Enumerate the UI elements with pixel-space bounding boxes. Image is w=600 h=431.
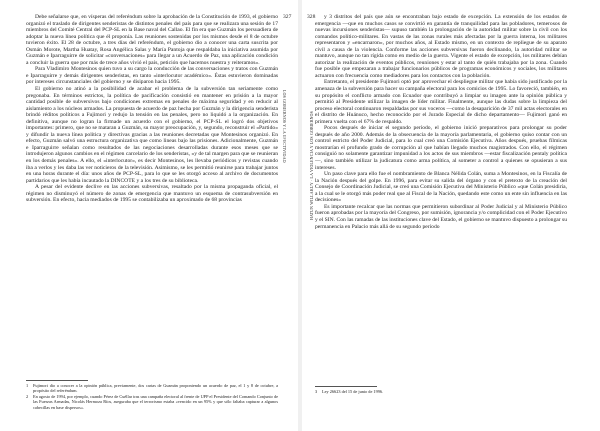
page-number: 328 (307, 14, 316, 20)
footnote-number: 3 (315, 389, 318, 394)
left-page (0, 0, 298, 431)
footnote (315, 389, 567, 394)
running-head: HATUN WILLAKUY · LA VIOLENCIA Y LOS GOBIERNOS (310, 110, 314, 220)
footnote-number: 2 (26, 394, 29, 400)
footnote-text: Fujimori dio a conocer a la opinión pública, previamente, dos cartas de Guzmán proponiendo un acuerdo de paz, el 1 y 8 de octubre, a propósito del referéndum. (33, 383, 278, 394)
paragraph: A pesar del evidente declive en las acciones subversivas, resaltado por la misma propaganda oficial, el régimen no disminuyó el número de zonas de emergencia que mantuvo un esquema de contrasubversión en subversión. En efecto, hacia mediados de 1995 se contabilizaba un aproximado de 68 provincias (26, 184, 278, 204)
body-text (26, 14, 278, 204)
paragraph: Entretanto, el presidente Fujimori optó por aprovechar el despliegue militar que había sido justificado por la amenaza de la subversión para hacer su campaña electoral para los comicios de 1995. Lo favoreció, también, en su propósito el conflicto armado con Ecuador que contribuyó a limpiar su imagen ante la opinión pública y permitió al Presidente utilizar la imagen de líder militar. Finalmente, aunque las dudas sobre la limpieza del proceso electoral continuaron respaldadas por sus voceros —como la desaparición de 37 mil actas electorales en el distrito de Huánuco, hecho reconocido por el Jurado Especial de dicho departamento— Fujimori ganó en primera vuelta con el 67% de respaldo. (315, 79, 567, 125)
body-text (315, 14, 567, 230)
footnote-rule (26, 380, 88, 381)
footnote (26, 383, 278, 394)
paragraph: Un paso clave para ello fue el nombramiento de Blanca Nélida Colán, suma a Montesinos, en la Fiscalía de la Nación después del golpe. En 1996, para evitar su salida del órgano y con el pretexto de la creación del Consejo de Coordinación Judicial, se creó una Comisión Ejecutiva del Ministerio Público «que Colán presidiría, a la cual se le otorgó más poder real que al Fiscal de la Nación, quedando este como un ente sin influencia en las decisiones» (315, 171, 567, 204)
footnote-number: 1 (26, 383, 29, 388)
footnote-rule (315, 386, 377, 387)
paragraph: Es importante recalcar que las normas que permitieron subordinar al Poder Judicial y al Ministerio Público fueron aprobadas por la mayoría del Congreso, por sumisión, ignorancia y/o complicidad con el Poder Ejecutivo y el SIN. Con las ramadas de las instituciones clave del Estado, el gobierno se mantuvo dispuesto a prolongar su permanencia en Palacio más allá de su segundo período (315, 203, 567, 230)
paragraph: Pocos después de iniciar el segundo período, el gobierno inició preparativos para prolongar su poder después de año 2000. Además de la obsecuencia de la mayoría parlamentaria, el gobierno quiso contar con un control estricto del Poder Judicial, para lo cual creó una Comisión Ejecutiva. Años después, pruebas fílmicas mostrarían el profundo grado de corrupción al que habían llegado muchos magistrados. Con ello, el régimen consiguió no solamente garantizar impunidad a los actos de sus miembros —estar fiscalización pentaly política—, sino también utilizar la judicatura como arma política, al someter a control a quienes se opusieran a sus intereses. (315, 125, 567, 171)
page-number: 327 (283, 14, 292, 20)
right-page (302, 0, 600, 431)
footnotes (315, 389, 567, 395)
paragraph: El gobierno no atinó a la posibilidad de acabar el problema de la subversión tan seriamente como pregonaba. En términos estrictos, la política de pacificación consistió en mantener en prisión a la mayor cantidad posible de subversivos bajo condiciones extremas en penales de máxima seguridad y en reducir al aislamiento a los núcleos armados. La propuesta de acuerdo de paz hecha por Guzmán y la dirigencia senderista brindó réditos políticos a Fujimori y redujo la tensión en las penales, pero no liquidó a la organización. En definitiva, aunque no logran la firmade un acuerdo con el gobierno, el PCP-SL el logró dos objetivos importantes: primero, que no se mataran a Guzmán, su mayor preocupación, y, segundo, reconstruir el «Partido» y difundir la nueva línea política y directivas gracias a las reuniones decretadas que Montesinos organizó. En efecto, Guzmán salvó una estructura organizativa que como lineas bajo las prisiones. Adicionalmente, Guzmán e Iparraguirre señalan como resultados de las negociaciones desarrolladas durante esos meses que se introdujeron algunos cambios en el régimen carcelario de los senderistas, «y de tal margen para que se reunieran en los demás penales». A ello, el «interlocutor», es decir Montesinos, les llevaba periódicos y revistas cuando iba a verlos y les daba las ver noticieros de la televisión. Asimismo, se les permitió reunirse para trabajar juntos en una horas durante el día: unos años de PCP-SL, para lo que se les otorgó acceso al archivo de documentos partidarios que les había incautado la DINCOTE y a los tres de su biblioteca. (26, 86, 278, 184)
paragraph: Para Vladimiro Montesinos quien tuvo a su cargo la conducción de las conversaciones y tratos con Guzmán e Iparraguirre y demás dirigentes senderistas, en tanto «interlocutor académico». Éstas estuvieron dominadas por intereses circunstanciales del gobierno y se disiparon hacia 1995. (26, 66, 278, 86)
footnote-text: En agosto de 1994, por ejemplo, cuando Pérez de Cuéllar tras una campaña electoral al frente de UPP el Presidente del Comando Conjunto de las Fuerzas Armadas, Nicolás Hermoza Ríos, aseguraba que el terrorismo estaba «vencido en un 95% y que sólo faltaba capturar a algunos cabecillas en base dispersos». (33, 394, 278, 410)
paragraph: y 3 distritos del país que aún se encontraban bajo estado de excepción. La extensión de los estados de emergencia —que en muchos casos se convirtió en garantía de tranquilidad para las pobladores, temerosos de nuevas incursiones senderistas— supuso también la prolongación de la autoridad militar sobre la civil con los comandos político-militares. En vastas de las zonas rurales más afectadas por la guerra interna, los militares representaron y «encarnaron», por muchos años, al Estado mismo, en un contexto de repliegue de su aparato civil a causa de la violencia. Conforme las acciones subversivas fueron declinando, la autoridad militar se mantuvo, aunque no tan rígida como en medio de la guerra. Vigente el estado de excepción, los militares debían autorizar la realización de eventos públicos, reuniones y estar al tanto de quién trabajaba por la zona. Cuando fue posible que empezaran a trabajar funcionarios públicos de programas económicos y sociales, los militares actuaron con frecuencia como mediadores para los contactos con la población. (315, 14, 567, 79)
footnote-text: Ley 26623 del 15 de junio de 1996. (322, 389, 384, 394)
running-head: LOS GOBIERNOS Y LA EFECTIVIDAD (282, 90, 286, 163)
paragraph: Debe señalarse que, en vísperas del referéndum sobre la aprobación de la Constitución de 1993, el gobierno organizó el traslado de dirigentes senderistas de distintos penales del país para que se realizara una sesión de 17 miembros del Comité Central del PCP-SL en la Base naval del Callao. El fin era que Guzmán los persuadiera de adoptar la nueva línea política que él proponía. Las reuniones sostenidas por los mismos desde el 8 de octubre tuvieron éxito. El 28 de octubre, a tres días del referéndum, el gobierno dio a conocer una carta suscrita por Osmán Morote, Martha Huatay, Rosa Angélica Salas y María Pantoja que respaldaba la iniciativa asumida por Guzmán e Iparraguirre de solicitar «conversaciones» para llegar a un Acuerdo de Paz, una aplicación condición a concluir la guerra que por más de trece años vivió el país, petición que hacemos nuestra y reiteramos». (26, 14, 278, 66)
footnote (26, 394, 278, 410)
footnotes (26, 383, 278, 411)
